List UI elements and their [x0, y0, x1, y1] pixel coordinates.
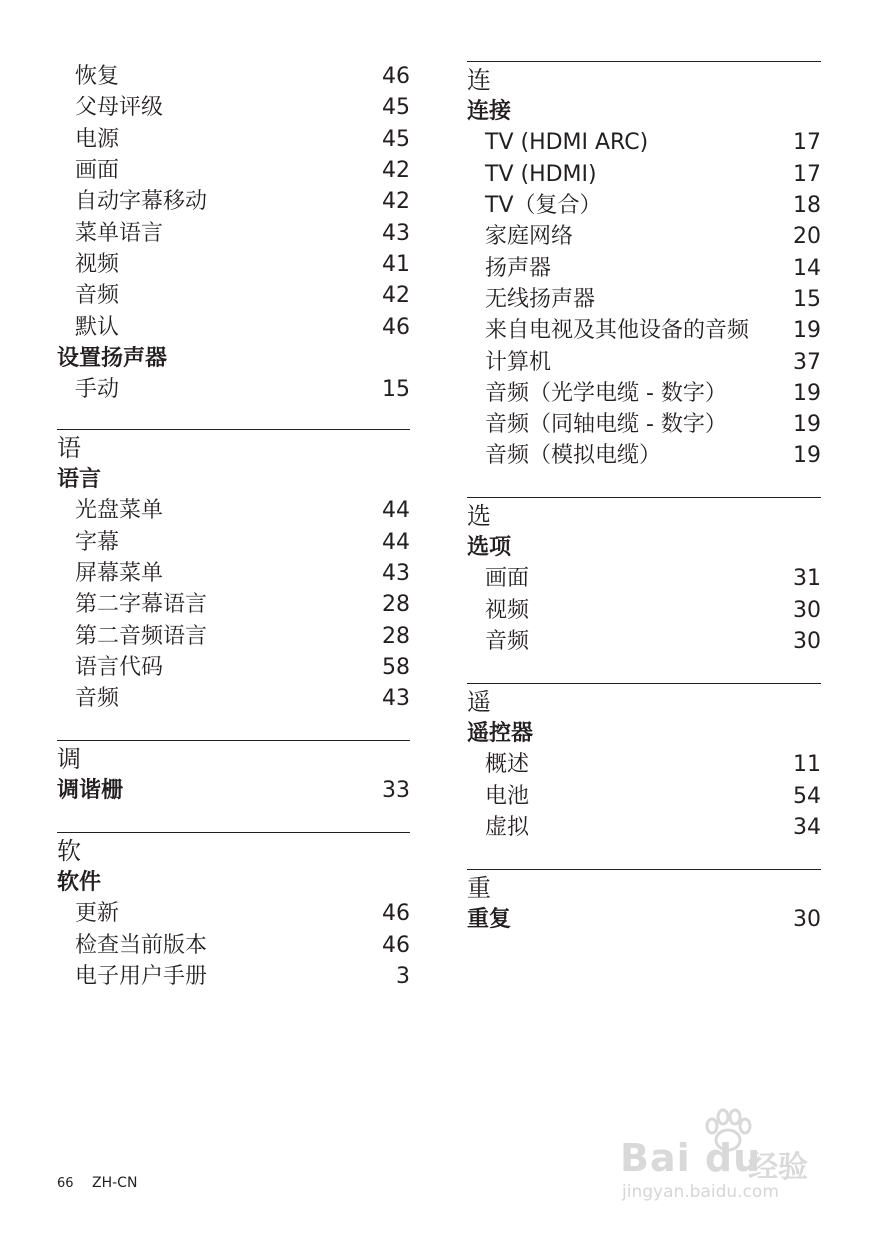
entry-page: 30 — [793, 629, 821, 655]
entry-label: 连接 — [467, 99, 512, 125]
index-section-lian — [467, 61, 821, 472]
entry-label: 手动 — [75, 377, 120, 403]
entry-label: 菜单语言 — [75, 220, 164, 246]
index-entry — [57, 186, 410, 217]
entry-list — [57, 374, 410, 405]
entry-label: 默认 — [75, 314, 120, 340]
entry-label: 画面 — [75, 158, 120, 184]
index-entry — [57, 124, 410, 155]
entry-label: 重复 — [467, 907, 512, 933]
index-entry — [467, 626, 821, 657]
entry-label: 语言代码 — [75, 654, 164, 680]
page-footer — [57, 1175, 137, 1191]
index-entry — [467, 221, 821, 252]
index-entry — [57, 155, 410, 186]
index-entry — [57, 930, 410, 961]
index-entry — [57, 652, 410, 683]
index-entry — [467, 378, 821, 409]
entry-label: 视频 — [485, 597, 530, 623]
index-entry — [57, 527, 410, 558]
index-section-top — [57, 61, 410, 405]
index-heading — [467, 532, 821, 563]
index-entry — [57, 589, 410, 620]
entry-label: 调谐栅 — [57, 778, 124, 804]
entry-page: 19 — [793, 380, 821, 406]
entry-page: 37 — [793, 349, 821, 375]
entry-label: 来自电视及其他设备的音频 — [485, 318, 750, 344]
index-entry — [57, 61, 410, 92]
entry-page: 14 — [793, 255, 821, 281]
entry-page: 58 — [382, 654, 410, 680]
entry-page: 43 — [382, 220, 410, 246]
entry-page: 17 — [793, 130, 821, 156]
section-letter: 软 — [57, 837, 81, 865]
index-section-chong — [467, 869, 821, 935]
index-entry — [467, 812, 821, 843]
entry-list — [467, 563, 821, 657]
section-letter: 调 — [57, 745, 81, 773]
entry-label: 光盘菜单 — [75, 498, 164, 524]
section-letter: 语 — [57, 434, 81, 462]
section-letter: 选 — [467, 502, 491, 530]
entry-label: 视频 — [75, 251, 120, 277]
entry-label: 检查当前版本 — [75, 932, 208, 958]
entry-label: 语言 — [57, 467, 102, 493]
entry-label: 音频 — [75, 283, 120, 309]
index-heading — [467, 96, 821, 127]
entry-page: 28 — [382, 623, 410, 649]
index-entry — [467, 440, 821, 471]
index-entry — [57, 558, 410, 589]
index-entry — [467, 252, 821, 283]
index-entry — [467, 284, 821, 315]
entry-label: TV (HDMI) — [485, 161, 597, 187]
index-heading — [57, 775, 410, 806]
entry-label: 软件 — [57, 870, 102, 896]
index-entry — [57, 374, 410, 405]
entry-label: 音频 — [485, 629, 530, 655]
entry-page: 17 — [793, 161, 821, 187]
watermark — [620, 1108, 825, 1208]
entry-label: 音频（模拟电缆） — [485, 443, 662, 469]
entry-label: 屏幕菜单 — [75, 561, 164, 587]
index-entry — [57, 249, 410, 280]
entry-label: 字幕 — [75, 529, 120, 555]
entry-label: 第二音频语言 — [75, 623, 208, 649]
entry-label: 无线扬声器 — [485, 286, 596, 312]
index-entry — [467, 409, 821, 440]
entry-label: 更新 — [75, 901, 120, 927]
index-entry — [57, 620, 410, 651]
entry-label: 虚拟 — [485, 815, 530, 841]
section-letter: 遥 — [467, 688, 491, 716]
index-section-yao — [467, 683, 821, 843]
entry-page: 54 — [793, 783, 821, 809]
entry-page: 46 — [382, 932, 410, 958]
entry-list — [467, 127, 821, 471]
entry-label: 扬声器 — [485, 255, 552, 281]
index-entry — [467, 190, 821, 221]
entry-page: 46 — [382, 64, 410, 90]
entry-label: 计算机 — [485, 349, 552, 375]
language-code: ZH-CN — [92, 1175, 138, 1191]
entry-label: 遥控器 — [467, 721, 534, 747]
entry-page: 41 — [382, 251, 410, 277]
entry-page: 3 — [396, 964, 410, 990]
index-entry — [467, 749, 821, 780]
entry-label: 自动字幕移动 — [75, 189, 208, 215]
entry-page: 42 — [382, 283, 410, 309]
index-heading — [467, 718, 821, 749]
entry-label: TV (HDMI ARC) — [485, 130, 649, 156]
entry-page: 46 — [382, 314, 410, 340]
entry-label: 设置扬声器 — [57, 345, 168, 371]
index-entry — [467, 595, 821, 626]
entry-list — [57, 61, 410, 343]
index-heading — [57, 464, 410, 495]
entry-label: 第二字幕语言 — [75, 592, 208, 618]
index-entry — [467, 563, 821, 594]
index-entry — [57, 961, 410, 992]
index-section-xuan — [467, 497, 821, 657]
index-section-ruan — [57, 832, 410, 992]
entry-page: 31 — [793, 566, 821, 592]
entry-page: 19 — [793, 412, 821, 438]
entry-label: 家庭网络 — [485, 224, 574, 250]
entry-list — [467, 749, 821, 843]
entry-list — [57, 898, 410, 992]
section-letter: 重 — [467, 874, 491, 902]
index-entry — [57, 92, 410, 123]
index-entry — [467, 127, 821, 158]
entry-page: 30 — [793, 597, 821, 623]
index-heading — [57, 343, 410, 374]
entry-label: 电源 — [75, 126, 120, 152]
entry-page: 42 — [382, 158, 410, 184]
entry-page: 46 — [382, 901, 410, 927]
entry-page: 44 — [382, 498, 410, 524]
entry-page: 28 — [382, 592, 410, 618]
entry-page: 42 — [382, 189, 410, 215]
entry-label: TV（复合） — [485, 193, 602, 219]
index-heading — [467, 904, 821, 935]
entry-page: 11 — [793, 752, 821, 778]
entry-list — [57, 495, 410, 714]
entry-page: 19 — [793, 443, 821, 469]
entry-page: 15 — [382, 377, 410, 403]
index-entry — [467, 315, 821, 346]
index-entry — [57, 898, 410, 929]
entry-label: 恢复 — [75, 64, 120, 90]
entry-page: 15 — [793, 286, 821, 312]
entry-page: 33 — [382, 778, 410, 804]
index-entry — [57, 495, 410, 526]
entry-label: 概述 — [485, 752, 530, 778]
index-entry — [57, 217, 410, 248]
watermark-url: jingyan.baidu.com — [622, 1182, 779, 1202]
index-section-yu — [57, 429, 410, 714]
entry-page: 19 — [793, 318, 821, 344]
section-letter: 连 — [467, 66, 491, 94]
entry-page: 20 — [793, 224, 821, 250]
watermark-brand: Bai du — [620, 1136, 762, 1180]
index-entry — [57, 311, 410, 342]
index-entry — [57, 683, 410, 714]
index-section-tiao — [57, 740, 410, 806]
entry-page: 30 — [793, 907, 821, 933]
index-heading — [57, 867, 410, 898]
index-entry — [467, 781, 821, 812]
entry-label: 音频 — [75, 686, 120, 712]
entry-label: 选项 — [467, 535, 512, 561]
index-entry — [57, 280, 410, 311]
entry-page: 44 — [382, 529, 410, 555]
index-entry — [467, 159, 821, 190]
entry-label: 电池 — [485, 783, 530, 809]
entry-page: 43 — [382, 686, 410, 712]
entry-label: 电子用户手册 — [75, 964, 208, 990]
watermark-brand-cn: 经验 — [748, 1150, 808, 1185]
entry-page: 45 — [382, 126, 410, 152]
entry-page: 43 — [382, 561, 410, 587]
entry-page: 45 — [382, 95, 410, 121]
entry-label: 画面 — [485, 566, 530, 592]
entry-page: 34 — [793, 815, 821, 841]
entry-page: 18 — [793, 193, 821, 219]
index-entry — [467, 346, 821, 377]
page-number: 66 — [57, 1176, 74, 1191]
entry-label: 音频（同轴电缆 - 数字） — [485, 412, 727, 438]
entry-label: 音频（光学电缆 - 数字） — [485, 380, 727, 406]
entry-label: 父母评级 — [75, 95, 164, 121]
